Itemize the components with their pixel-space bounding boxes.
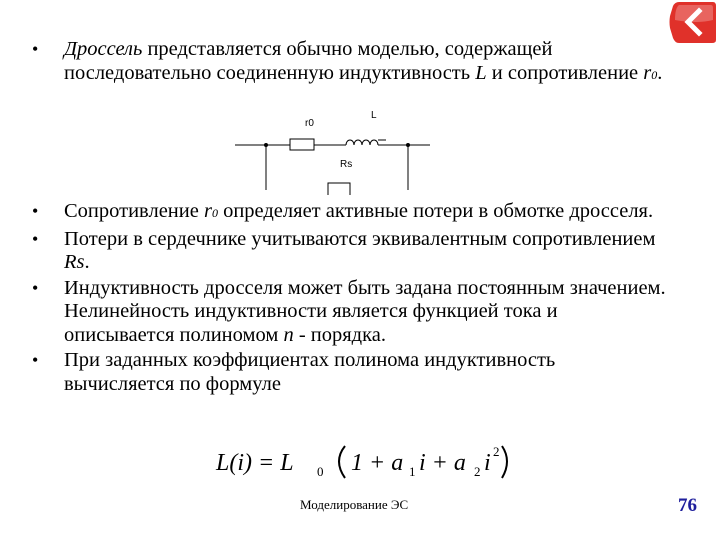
bullet-text: определяет активные потери в обмотке дросселя.: [217, 200, 654, 222]
formula-lhs: L(i) = L: [216, 450, 294, 476]
formula-a1-sub: 1: [409, 464, 416, 479]
bullet-list-main: [30, 200, 670, 396]
symbol-r: r: [203, 200, 212, 222]
formula-rhs-2: i + a: [419, 450, 466, 476]
term-choke: Дроссель: [64, 38, 143, 60]
bullet-text: и сопротивление: [486, 61, 644, 84]
label-L: L: [371, 110, 377, 121]
bullet-item: [30, 200, 670, 226]
formula-rhs-1: 1 + a: [351, 450, 404, 476]
node-right: [406, 143, 410, 147]
bullet-text: Индуктивность дросселя может быть задана постоянным значением. Нелинейность индуктивности является функцией тока и описывается полиномом: [64, 276, 666, 346]
inductor-coil: [346, 140, 378, 145]
bullet-list-top: [30, 38, 670, 87]
bullet-text: .: [84, 251, 90, 273]
label-r0: r0: [305, 118, 314, 129]
bullet-text: При заданных коэффициентах полинома индуктивность вычисляется по формуле: [64, 349, 556, 395]
formula-exp: 2: [493, 444, 500, 459]
symbol-L: L: [475, 61, 487, 84]
bullet-item: [30, 277, 670, 348]
bullet-item: [30, 349, 670, 396]
bullet-text: Сопротивление: [64, 200, 204, 222]
formula-rhs-3: i: [484, 450, 491, 476]
bullet-text: - порядка.: [293, 323, 386, 346]
resistor-r0: [290, 139, 314, 150]
symbol-rs: Rs: [64, 251, 85, 273]
chevron-left-icon: [670, 2, 717, 43]
paren-left: [339, 446, 345, 478]
bullet-text: .: [657, 61, 663, 84]
formula-lhs-sub: 0: [317, 464, 324, 479]
symbol-r-sub: 0: [211, 206, 218, 220]
resistor-rs: [328, 183, 350, 195]
page-number: 76: [678, 495, 697, 516]
bullet-item: [30, 228, 670, 275]
back-button[interactable]: [669, 0, 717, 44]
bullet-item-choke: [30, 38, 670, 87]
formula: [210, 438, 510, 484]
paren-right: [502, 446, 507, 478]
bullet-text: представляется обычно моделью, содержащей последовательно соединенную индуктивность: [64, 38, 553, 84]
symbol-n: n: [283, 323, 294, 346]
bullet-text: Потери в сердечнике учитываются эквивалентным сопротивлением: [64, 227, 656, 250]
node-left: [264, 143, 268, 147]
footer-title: Моделирование ЭС: [300, 497, 409, 512]
label-Rs: Rs: [340, 159, 353, 170]
circuit-diagram: [230, 105, 430, 195]
symbol-r-sub: 0: [651, 67, 658, 82]
symbol-r: r: [643, 61, 652, 84]
formula-a2-sub: 2: [474, 464, 481, 479]
